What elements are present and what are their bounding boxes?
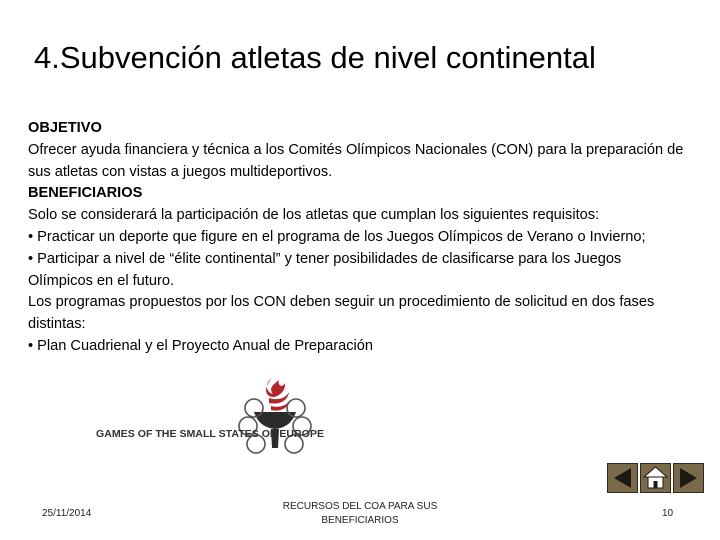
navigation-buttons [607, 463, 704, 493]
previous-button[interactable] [607, 463, 638, 493]
footer-date: 25/11/2014 [42, 508, 92, 519]
home-button[interactable] [640, 463, 671, 493]
footer-center-text: RECURSOS DEL COA PARA SUS BENEFICIARIOS [282, 501, 438, 526]
flame-icon [266, 378, 289, 411]
bullet-plan: • Plan Cuadrienal y el Proyecto Anual de Preparación [28, 337, 374, 354]
beneficiarios-intro: Solo se considerará la participación de los atletas que cumplan los siguientes requisitos: [28, 207, 600, 224]
logo-text: GAMES OF THE SMALL STATES OF EUROPE [96, 429, 325, 440]
bullet-deporte: • Practicar un deporte que figure en el programa de los Juegos Olímpicos de Verano o Invierno; [28, 228, 646, 245]
bullet-elite: • Participar a nivel de “élite continental” y tener posibilidades de clasificarse para los Juegos Olímpicos en el futuro. [28, 250, 622, 289]
objetivo-text: Ofrecer ayuda financiera y técnica a los Comités Olímpicos Nacionales (CON) para la preparación de sus atletas con vistas a juegos multideportivos. [28, 141, 684, 180]
page-number: 10 [662, 508, 674, 519]
programas-text: Los programas propuestos por los CON deben seguir un procedimiento de solicitud en dos fases distintas: [28, 294, 655, 333]
beneficiarios-heading: BENEFICIARIOS [28, 185, 143, 202]
next-button[interactable] [673, 463, 704, 493]
objetivo-heading: OBJETIVO [28, 120, 102, 136]
slide-title: 4.Subvención atletas de nivel continental [34, 40, 596, 75]
games-small-states-logo [96, 372, 444, 464]
slide-body [28, 118, 688, 358]
